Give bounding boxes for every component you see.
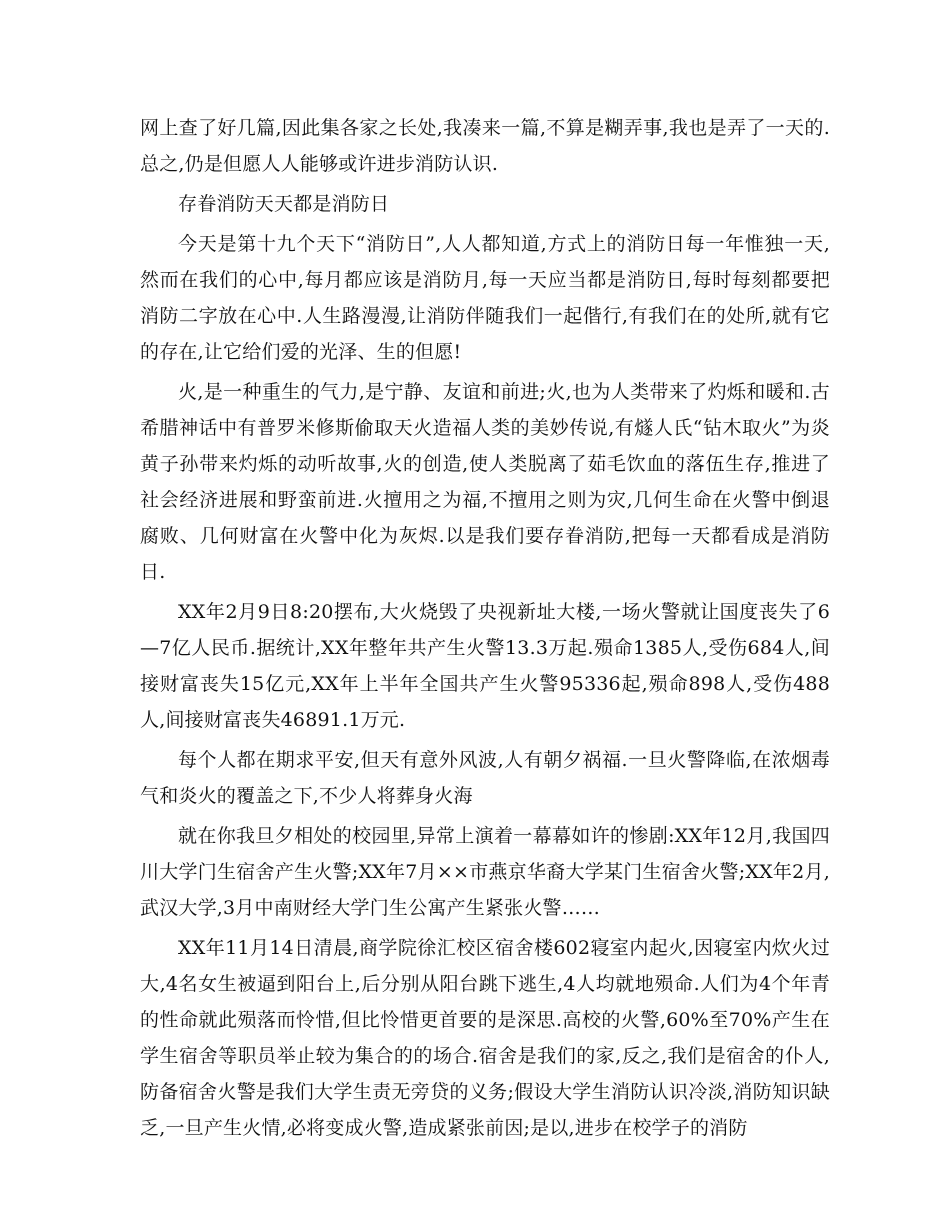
paragraph-intro: 网上查了好几篇,因此集各家之长处,我凑来一篇,不算是糊弄事,我也是弄了一天的.总之,仍是但愿人人能够或许进步消防认识.	[140, 117, 830, 175]
section-heading: 存眷消防天天都是消防日	[178, 193, 390, 215]
paragraph-fire-day: 今天是第十九个天下“消防日”,人人都知道,方式上的消防日每一年惟独一天,然而在我们的心中,每月都应该是消防月,每一天应当都是消防日,每时每刻都要把消防二字放在心中.人生路漫漫,让消防伴随我们一起偕行,有我们在的处所,就有它的存在,让它给们爱的光泽、生的但愿!	[140, 233, 830, 363]
paragraph-statistics: XX年2月9日8:20摆布,大火烧毁了央视新址大楼,一场火警就让国度丧失了6—7亿人民币.据统计,XX年整年共产生火警13.3万起.殒命1385人,受伤684人,间接财富丧失15亿元,XX年上半年全国共产生火警95336起,殒命898人,受伤488人,间接财富丧失46891.1万元.	[140, 601, 830, 731]
paragraph-campus-fires: 就在你我旦夕相处的校园里,异常上演着一幕幕如许的惨剧:XX年12月,我国四川大学门生宿舍产生火警;XX年7月××市燕京华裔大学某门生宿舍火警;XX年2月,武汉大学,3月中南财经大学门生公寓产生紧张火警……	[140, 825, 830, 919]
paragraph-dormitory-fire: XX年11月14日清晨,商学院徐汇校区宿舍楼602寝室内起火,因寝室内炊火过大,4名女生被逼到阳台上,后分别从阳台跳下逃生,4人均就地殒命.人们为4个年青的性命就此殒落而怜惜,但比怜惜更首要的是深思.高校的火警,60%至70%产生在学生宿舍等职员举止较为集合的的场合.宿舍是我们的家,反之,我们是宿舍的仆人,防备宿舍火警是我们大学生责无旁贷的义务;假设大学生消防认识冷淡,消防知识缺乏,一旦产生火情,必将变成火警,造成紧张前因;是以,进步在校学子的消防	[140, 937, 830, 1139]
paragraph-fire-nature: 火,是一种重生的气力,是宁静、友谊和前进;火,也为人类带来了灼烁和暖和.古希腊神话中有普罗米修斯偷取天火造福人类的美妙传说,有燧人氏“钻木取火”为炎黄子孙带来灼烁的动听故事,火的创造,使人类脱离了茹毛饮血的落伍生存,推进了社会经济进展和野蛮前进.火擅用之为福,不擅用之则为灾,几何生命在火警中倒退腐败、几何财富在火警中化为灰烬.以是我们要存眷消防,把每一天都看成是消防日.	[140, 381, 830, 583]
paragraph-safety: 每个人都在期求平安,但天有意外风波,人有朝夕祸福.一旦火警降临,在浓烟毒气和炎火的覆盖之下,不少人将葬身火海	[140, 749, 830, 807]
document-body	[140, 110, 830, 1150]
